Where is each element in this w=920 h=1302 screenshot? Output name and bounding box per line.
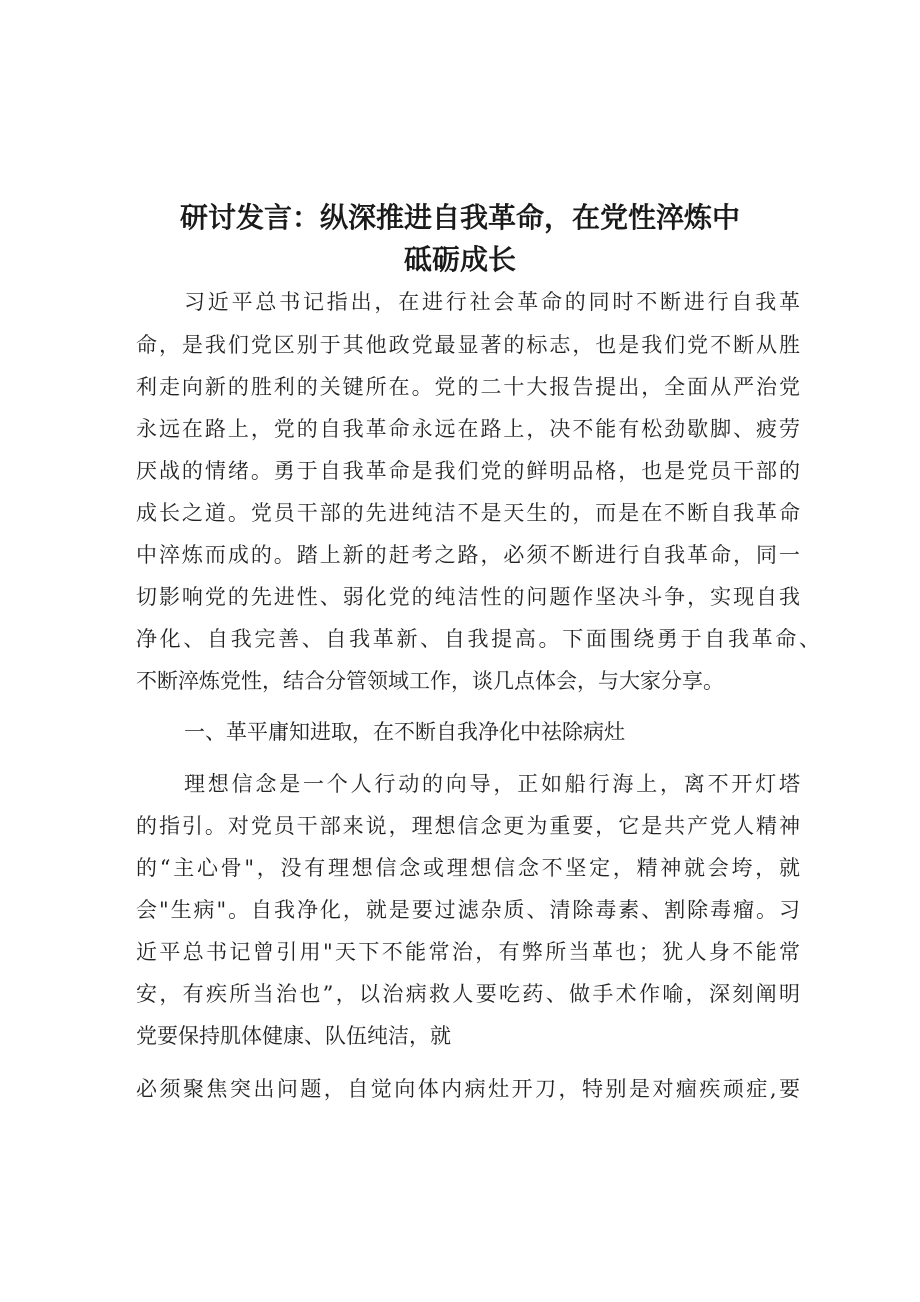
paragraph-2-line-1: 理想信念是一个人行动的向导，正如船行海上，离不开灯塔 <box>184 772 800 796</box>
paragraph-2-line-5: 近平总书记曾引用"天下不能常治，有弊所当革也；犹人身不能常 <box>136 940 800 964</box>
paragraph-2-line-7: 党要保持肌体健康、队伍纯洁，就 <box>136 1024 451 1048</box>
paragraph-2-line-6: 安，有疾所当治也”，以治病救人要吃药、做手术作喻，深刻阐明 <box>136 982 800 1006</box>
paragraph-1-line-2: 命，是我们党区别于其他政党最显著的标志，也是我们党不断从胜 <box>136 333 800 357</box>
paragraph-2-line-3: 的“主心骨"，没有理想信念或理想信念不坚定，精神就会垮，就 <box>136 856 800 880</box>
paragraph-1-line-8: 切影响党的先进性、弱化党的纯洁性的问题作坚决斗争，实现自我 <box>136 585 800 609</box>
paragraph-1-line-7: 中淬炼而成的。踏上新的赶考之路，必须不断进行自我革命，同一 <box>136 543 800 567</box>
paragraph-1-line-10: 不断淬炼党性，结合分管领域工作，谈几点体会，与大家分享。 <box>136 669 724 693</box>
paragraph-3-line-1: 必须聚焦突出问题，自觉向体内病灶开刀，特别是对痼疾顽症,要 <box>136 1077 800 1101</box>
paragraph-1-line-1: 习近平总书记指出，在进行社会革命的同时不断进行自我革 <box>184 290 800 314</box>
section-heading-1: 一、革平庸知进取，在不断自我净化中祛除病灶 <box>184 720 625 744</box>
paragraph-1-line-5: 厌战的情绪。勇于自我革命是我们党的鲜明品格，也是党员干部的 <box>136 459 800 483</box>
document-title-line-1: 研讨发言：纵深推进自我革命，在党性淬炼中 <box>179 201 740 234</box>
paragraph-1-line-3: 利走向新的胜利的关键所在。党的二十大报告提出，全面从严治党 <box>136 375 800 399</box>
document-title-line-2: 砥砺成长 <box>403 243 516 276</box>
paragraph-1-line-9: 净化、自我完善、自我革新、自我提高。下面围绕勇于自我革命、 <box>136 627 820 651</box>
paragraph-1-line-4: 永远在路上，党的自我革命永远在路上，决不能有松劲歇脚、疲劳 <box>136 417 800 441</box>
paragraph-2-line-2: 的指引。对党员干部来说，理想信念更为重要，它是共产党人精神 <box>136 814 800 838</box>
paragraph-2-line-4: 会"生病"。自我净化，就是要过滤杂质、清除毒素、割除毒瘤。习 <box>136 898 800 922</box>
paragraph-1-line-6: 成长之道。党员干部的先进纯洁不是天生的，而是在不断自我革命 <box>136 501 800 525</box>
